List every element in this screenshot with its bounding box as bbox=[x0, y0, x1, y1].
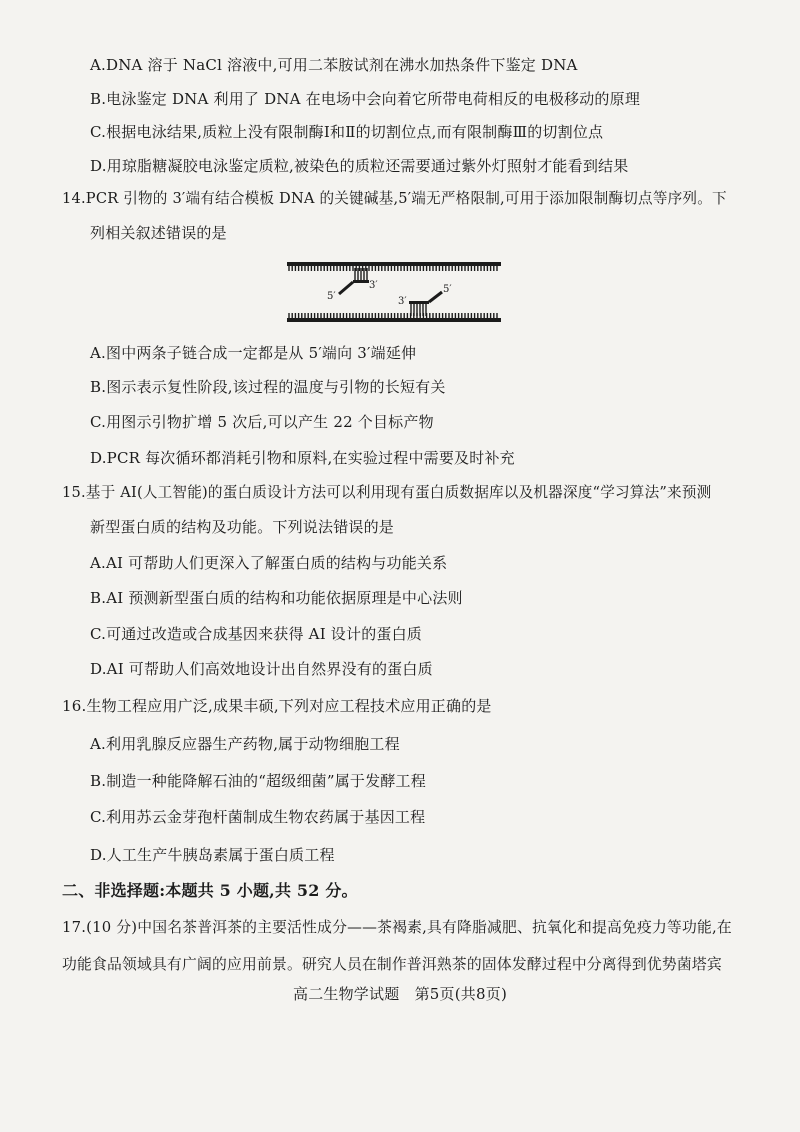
template-strand-bottom bbox=[287, 313, 501, 322]
primer-bottom bbox=[398, 284, 452, 316]
label-bottom-5prime: 5′ bbox=[443, 284, 452, 295]
q15-stem-line2: 新型蛋白质的结构及功能。下列说法错误的是 bbox=[90, 518, 395, 536]
q16-option-a: A.利用乳腺反应器生产药物,属于动物细胞工程 bbox=[90, 735, 400, 753]
q16-option-b: B.制造一种能降解石油的“超级细菌”属于发酵工程 bbox=[90, 772, 426, 790]
pcr-primer-diagram bbox=[285, 256, 505, 328]
q15-option-a: A.AI 可帮助人们更深入了解蛋白质的结构与功能关系 bbox=[90, 554, 448, 572]
section-2-title: 二、非选择题:本题共 5 小题,共 52 分。 bbox=[62, 881, 358, 900]
template-strand-top bbox=[287, 262, 501, 271]
q15-option-c: C.可通过改造或合成基因来获得 AI 设计的蛋白质 bbox=[90, 625, 423, 643]
page-footer: 高二生物学试题 第5页(共8页) bbox=[293, 985, 507, 1003]
q16-option-c: C.利用苏云金芽孢杆菌制成生物农药属于基因工程 bbox=[90, 808, 426, 826]
primer-top bbox=[327, 268, 378, 302]
q14-option-b: B.图示表示复性阶段,该过程的温度与引物的长短有关 bbox=[90, 378, 446, 396]
q14-stem-line1: 14.PCR 引物的 3′端有结合模板 DNA 的关键碱基,5′端无严格限制,可用于添加限制酶切点等序列。下 bbox=[62, 190, 727, 207]
label-top-5prime: 5′ bbox=[327, 291, 336, 302]
q14-stem-line2: 列相关叙述错误的是 bbox=[90, 224, 227, 242]
q16-stem-line1: 16.生物工程应用广泛,成果丰硕,下列对应工程技术应用正确的是 bbox=[62, 697, 492, 715]
q13-option-c: C.根据电泳结果,质粒上没有限制酶Ⅰ和Ⅱ的切割位点,而有限制酶Ⅲ的切割位点 bbox=[90, 123, 604, 141]
label-top-3prime: 3′ bbox=[369, 280, 378, 291]
q14-option-a: A.图中两条子链合成一定都是从 5′端向 3′端延伸 bbox=[90, 344, 417, 362]
q15-option-d: D.AI 可帮助人们高效地设计出自然界没有的蛋白质 bbox=[90, 660, 433, 678]
q15-stem-line1: 15.基于 AI(人工智能)的蛋白质设计方法可以利用现有蛋白质数据库以及机器深度“学习算法”来预测 bbox=[62, 484, 712, 501]
q16-option-d: D.人工生产牛胰岛素属于蛋白质工程 bbox=[90, 846, 335, 864]
q13-option-a: A.DNA 溶于 NaCl 溶液中,可用二苯胺试剂在沸水加热条件下鉴定 DNA bbox=[90, 56, 578, 74]
q15-option-b: B.AI 预测新型蛋白质的结构和功能依据原理是中心法则 bbox=[90, 589, 463, 607]
q17-stem-line2: 功能食品领域具有广阔的应用前景。研究人员在制作普洱熟茶的固体发酵过程中分离得到优势菌塔宾 bbox=[62, 956, 722, 973]
q13-option-d: D.用琼脂糖凝胶电泳鉴定质粒,被染色的质粒还需要通过紫外灯照射才能看到结果 bbox=[90, 157, 629, 175]
label-bottom-3prime: 3′ bbox=[398, 296, 407, 307]
q14-option-c: C.用图示引物扩增 5 次后,可以产生 22 个目标产物 bbox=[90, 413, 434, 431]
q13-option-b: B.电泳鉴定 DNA 利用了 DNA 在电场中会向着它所带电荷相反的电极移动的原理 bbox=[90, 90, 641, 108]
q14-option-d: D.PCR 每次循环都消耗引物和原料,在实验过程中需要及时补充 bbox=[90, 449, 515, 467]
q17-stem-line1: 17.(10 分)中国名茶普洱茶的主要活性成分——茶褐素,具有降脂减肥、抗氧化和提高免疫力等功能,在 bbox=[62, 919, 732, 936]
